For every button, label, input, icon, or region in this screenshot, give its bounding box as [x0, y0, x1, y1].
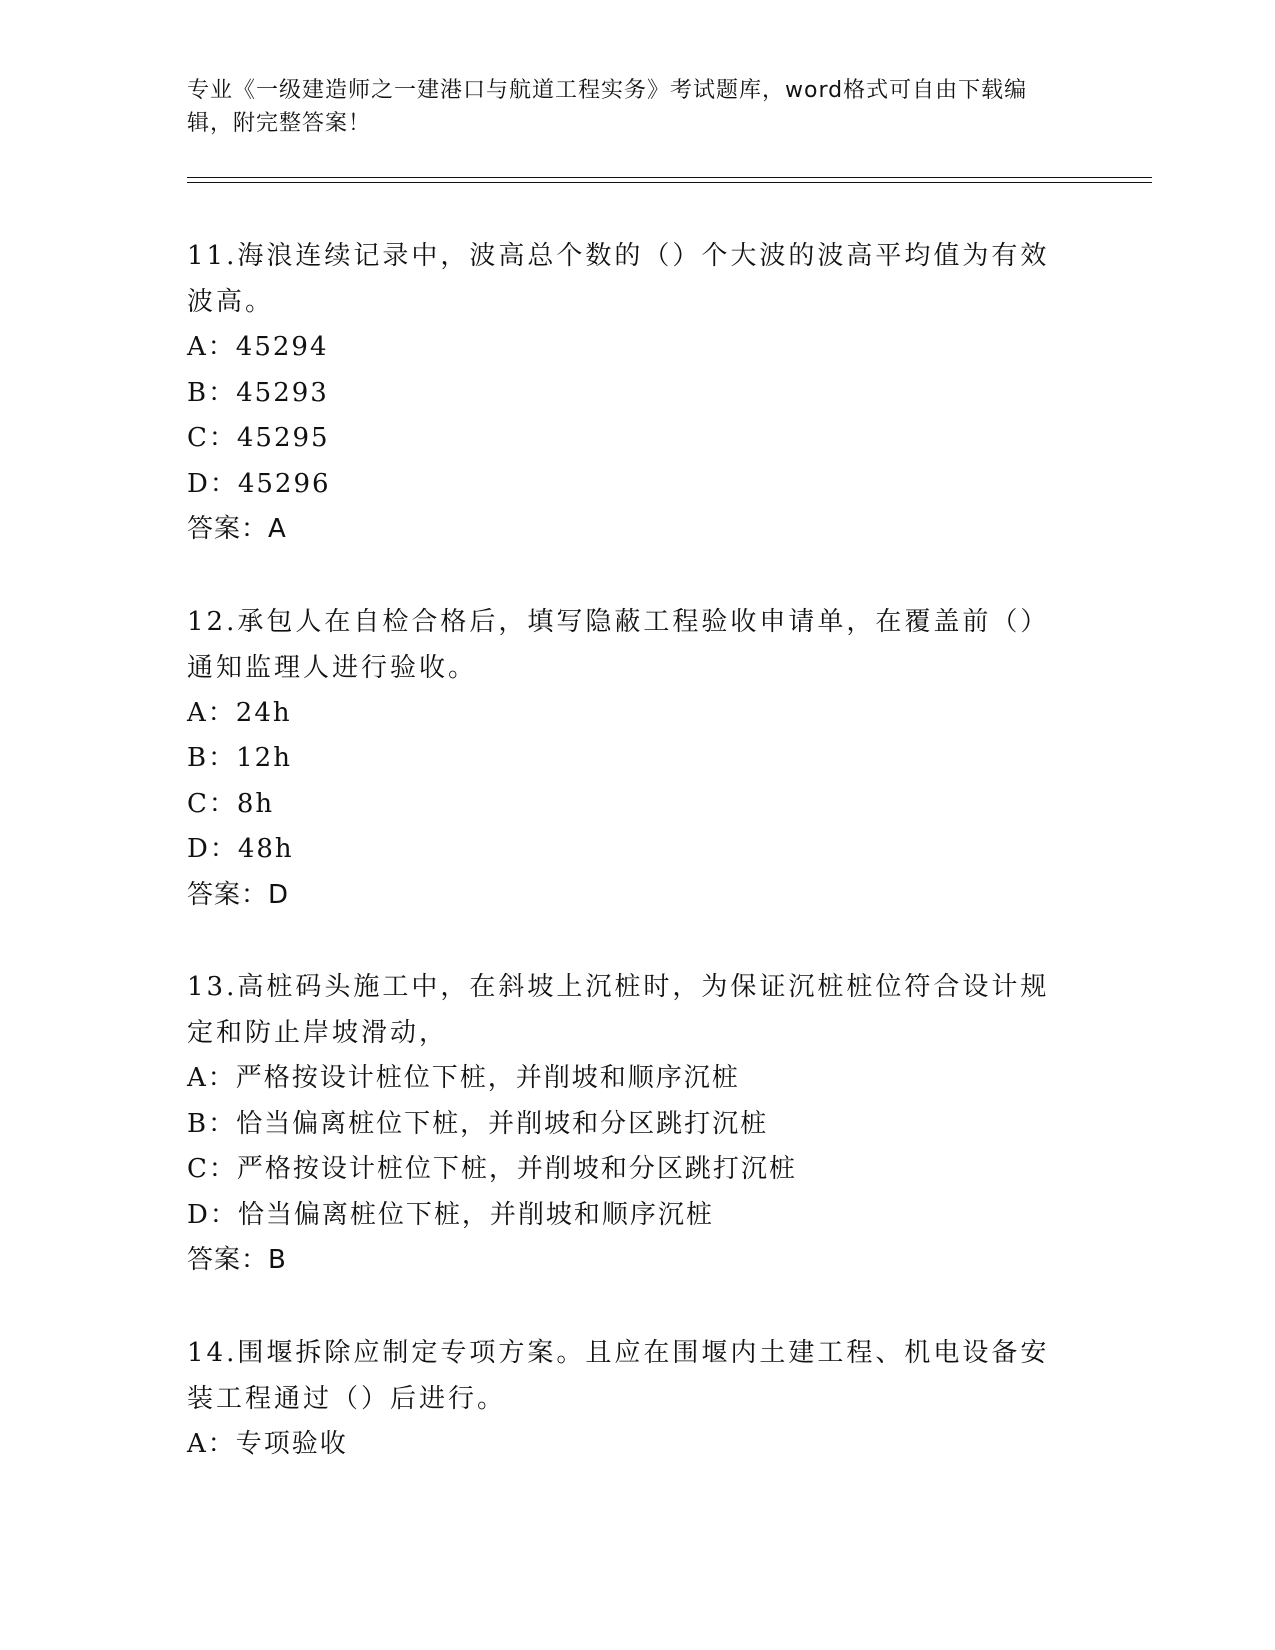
answer-line: 答案：B — [187, 1245, 287, 1275]
option-b: B：12h — [187, 743, 292, 773]
document-header: 专业《一级建造师之一建港口与航道工程实务》考试题库，word格式可自由下载编辑，附完整答案！ — [187, 78, 1028, 136]
option-d: D：恰当偏离桩位下桩，并削坡和顺序沉桩 — [187, 1199, 714, 1230]
question-list — [187, 233, 1077, 1513]
option-b: B：45293 — [187, 377, 329, 408]
question-11 — [187, 233, 1077, 553]
question-12 — [187, 599, 1077, 919]
answer-line: 答案：D — [187, 879, 290, 910]
question-stem: 12.承包人在自检合格后，填写隐蔽工程验收申请单，在覆盖前（）通知监理人进行验收。 — [187, 606, 1050, 683]
question-stem: 11.海浪连续记录中，波高总个数的（）个大波的波高平均值为有效波高。 — [187, 241, 1050, 317]
option-b: B：恰当偏离桩位下桩，并削坡和分区跳打沉桩 — [187, 1108, 769, 1139]
answer-line: 答案：A — [187, 514, 287, 544]
option-c: C：8h — [187, 788, 275, 819]
option-a: A：45294 — [187, 332, 329, 362]
question-13 — [187, 964, 1077, 1284]
option-c: C：严格按设计桩位下桩，并削坡和分区跳打沉桩 — [187, 1154, 797, 1184]
option-a: A：24h — [187, 697, 292, 728]
question-stem: 13.高桩码头施工中，在斜坡上沉桩时，为保证沉桩桩位符合设计规定和防止岸坡滑动， — [187, 972, 1050, 1048]
header-rule-top — [187, 177, 1152, 178]
option-a: A：严格按设计桩位下桩，并削坡和顺序沉桩 — [187, 1063, 740, 1093]
option-c: C：45295 — [187, 423, 330, 453]
question-14 — [187, 1330, 1077, 1468]
option-a: A：专项验收 — [187, 1428, 348, 1459]
option-d: D：45296 — [187, 468, 331, 499]
option-d: D：48h — [187, 834, 294, 864]
header-rule-bottom — [187, 182, 1152, 183]
question-stem: 14.围堰拆除应制定专项方案。且应在围堰内土建工程、机电设备安装工程通过（）后进行。 — [187, 1337, 1050, 1414]
